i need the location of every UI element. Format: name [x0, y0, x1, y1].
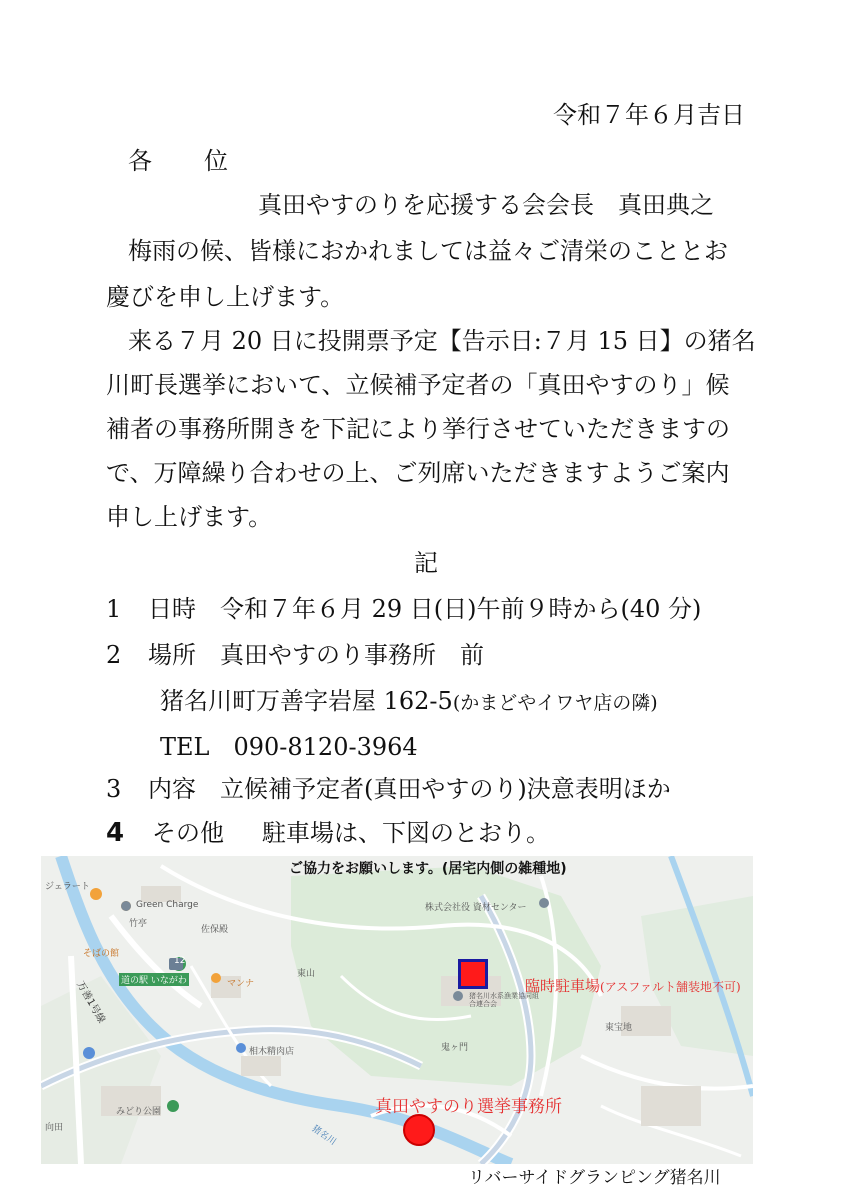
map-label: 相木精肉店 [249, 1047, 295, 1057]
body-line-5: 補者の事務所開きを下記により挙行させていただきますの [106, 415, 730, 443]
item-place [106, 640, 484, 670]
item-label: 内容 [148, 775, 196, 803]
letter-date: 令和７年６月吉日 [553, 101, 745, 129]
signer: 真田やすのりを応援する会会長 真田典之 [258, 191, 714, 219]
tel-number: 090-8120-3964 [233, 733, 418, 761]
item-value: 真田やすのり事務所 前 [220, 641, 484, 669]
map-label: 万善1号線 [74, 979, 107, 1026]
map-label: 東山 [297, 969, 316, 979]
route-number: 12 [174, 956, 186, 966]
item-number: 3 [106, 775, 122, 803]
body-line-2: 慶びを申し上げます。 [106, 283, 345, 311]
tel-label: TEL [160, 733, 210, 761]
item-number: 4 [106, 818, 125, 848]
map-label: 猪名川 [309, 1123, 338, 1148]
map-label: ジェラート [45, 882, 90, 892]
parking-annotation [525, 975, 741, 996]
map-label: 向田 [45, 1123, 64, 1133]
item-value: 駐車場は、下図のとおり。 [262, 819, 550, 847]
ki-heading: 記 [414, 549, 438, 577]
address-main: 猪名川町万善字岩屋 162-5 [160, 687, 453, 715]
parking-marker[interactable] [458, 959, 488, 989]
item-other [106, 818, 550, 848]
office-label: 真田やすのり選挙事務所 [375, 1097, 562, 1117]
item-label: 日時 [148, 595, 196, 623]
office-marker[interactable] [403, 1114, 435, 1146]
address-line [160, 686, 658, 718]
map-label: そばの館 [83, 949, 120, 959]
map-label: 竹亭 [129, 919, 148, 929]
salutation: 各 位 [128, 147, 242, 175]
item-content [106, 774, 671, 804]
map-label: 株式会社役 資材センター [425, 903, 527, 913]
map-label: 東宝地 [605, 1023, 633, 1033]
address-note: (かまどやイワヤ店の隣) [452, 692, 658, 714]
item-value: 令和７年６月 29 日(日)午前９時から(40 分) [220, 595, 702, 623]
body-line-3: 来る７月 20 日に投開票予定【告示日:７月 15 日】の猪名 [128, 327, 756, 355]
tel-line [160, 732, 418, 762]
map-label: 猪名川水系漁業協同組合連合会 [469, 992, 539, 1008]
item-datetime [106, 594, 701, 624]
body-line-7: 申し上げます。 [106, 503, 273, 531]
map-label: みどり公園 [116, 1107, 162, 1117]
body-line-1: 梅雨の候、皆様におかれましては益々ご清栄のこととお [128, 237, 728, 265]
parking-label: 臨時駐車場 [525, 977, 601, 995]
map-caption: リバーサイドグランピング猪名川 [468, 1168, 721, 1188]
item-number: 2 [106, 641, 122, 669]
item-label: その他 [152, 819, 224, 847]
parking-note: (アスファルト舗装地不可) [600, 980, 741, 994]
map-title: ご協力をお願いします。(居宅内側の雑種地) [289, 861, 567, 877]
body-line-6: で、万障繰り合わせの上、ご列席いただきますようご案内 [106, 459, 730, 487]
item-value: 立候補予定者(真田やすのり)決意表明ほか [220, 775, 671, 803]
parking-map[interactable] [41, 856, 753, 1164]
item-label: 場所 [148, 641, 196, 669]
item-number: 1 [106, 595, 122, 623]
map-label: 鬼ヶ門 [441, 1043, 469, 1053]
map-label: 道の駅 いながわ [119, 973, 189, 986]
body-line-4: 川町長選挙において、立候補予定者の「真田やすのり」候 [106, 371, 730, 399]
map-label: マンナ [227, 979, 255, 989]
map-label: Green Charge [136, 900, 199, 910]
map-label: 佐保殿 [201, 925, 229, 935]
